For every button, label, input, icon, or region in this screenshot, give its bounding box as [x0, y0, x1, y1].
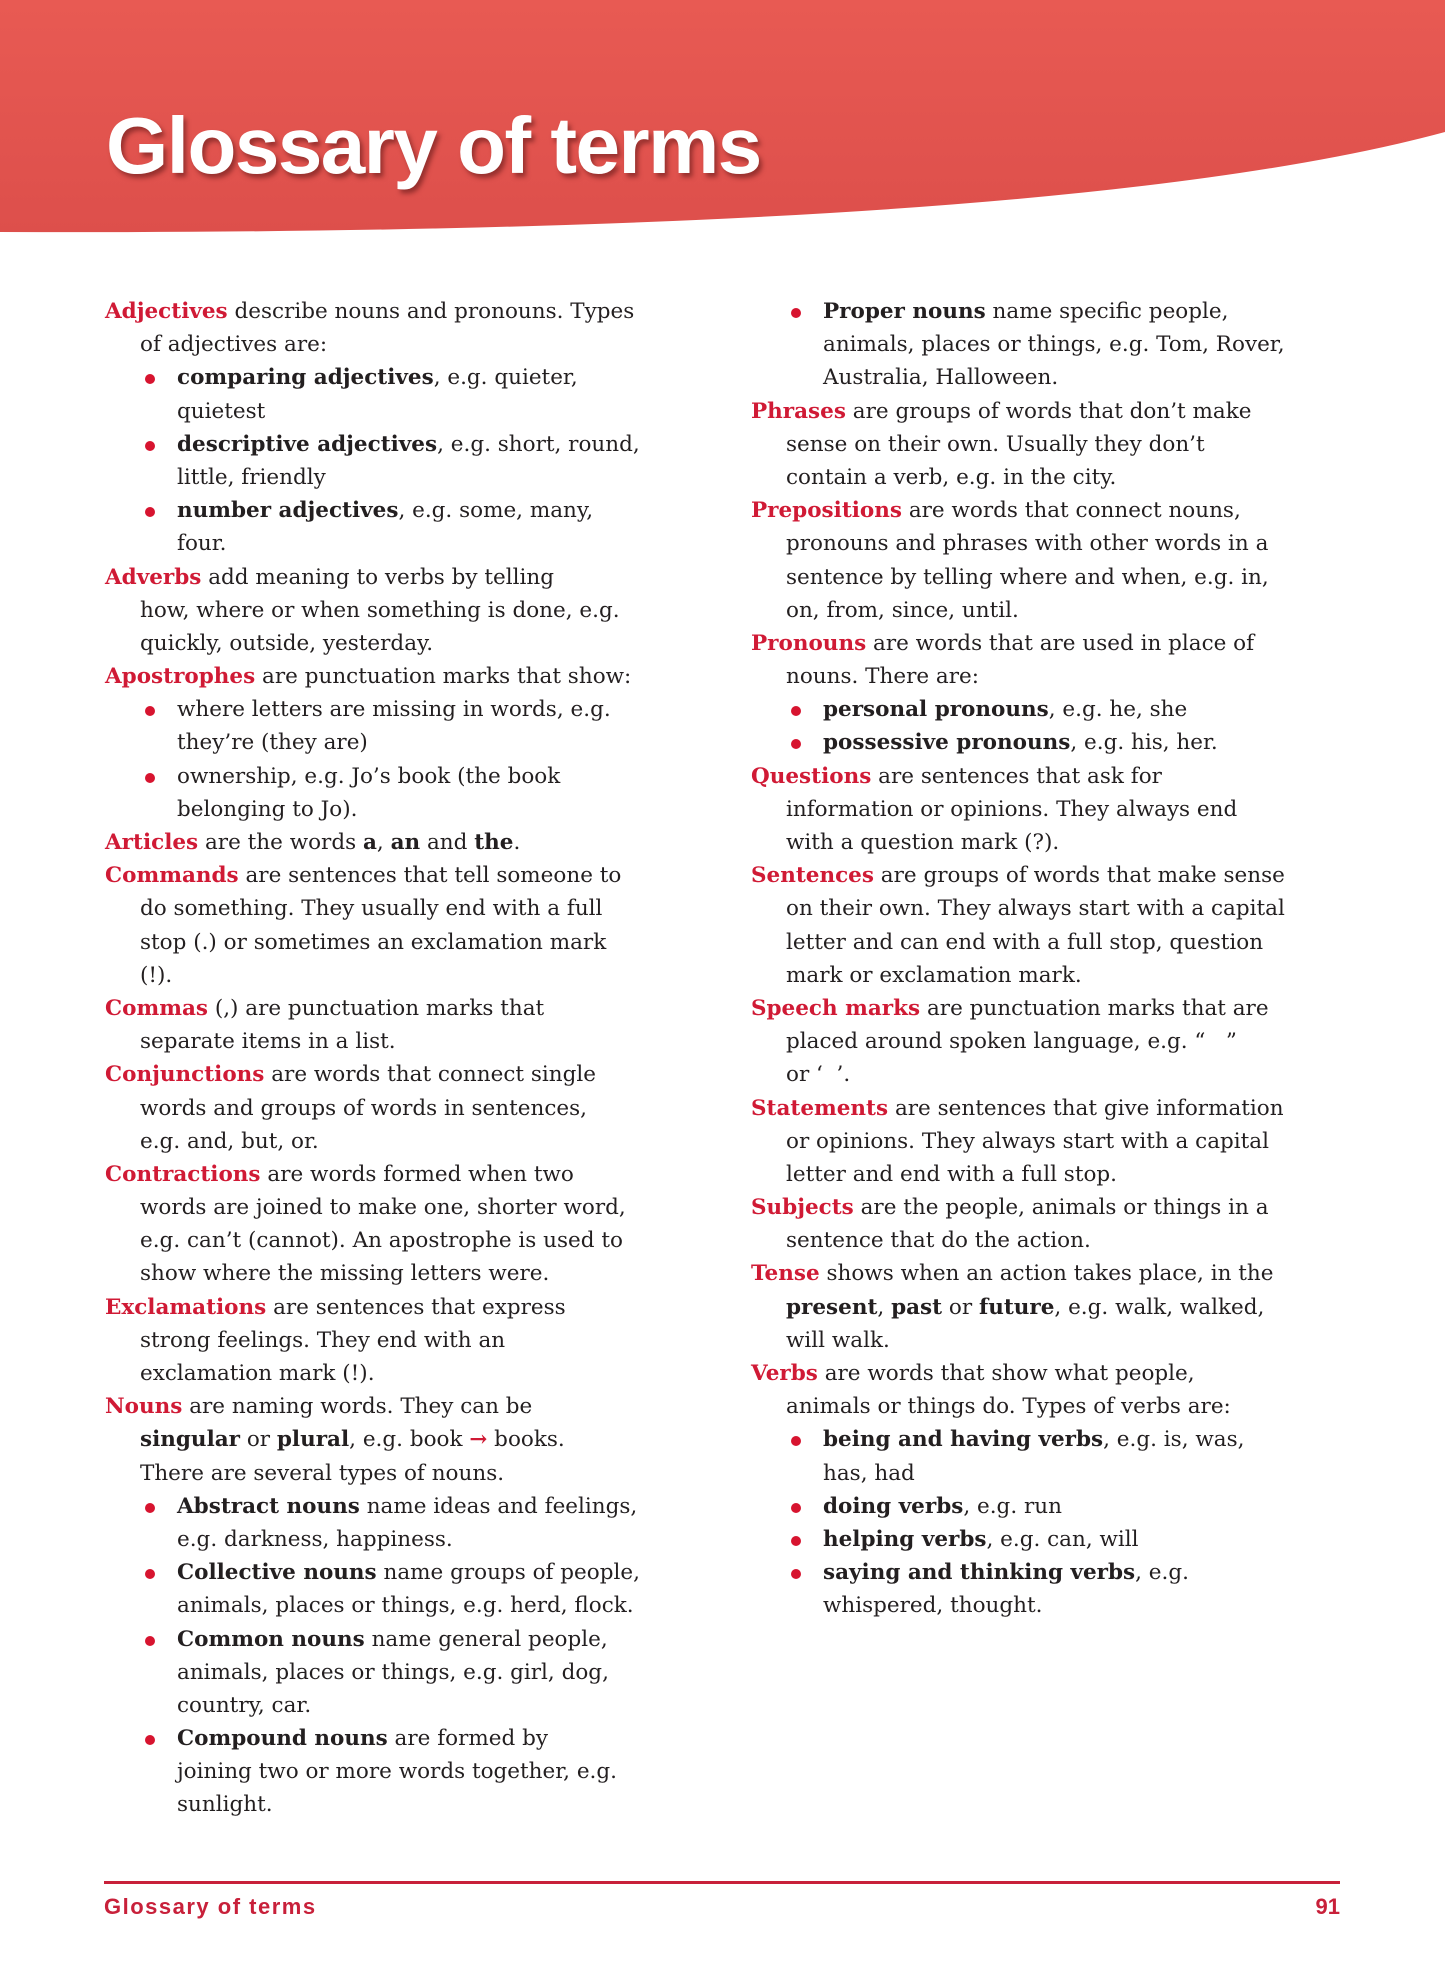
bold-keyword: an [390, 830, 421, 855]
bullet-icon [145, 706, 155, 716]
page-number: 91 [1315, 1894, 1340, 1919]
footer-section-title: Glossary of terms [104, 1894, 317, 1919]
definition-text: and [420, 830, 475, 855]
glossary-continuation-line [105, 328, 725, 361]
definition-text: name specific people, [985, 299, 1229, 324]
glossary-bullet-continuation [751, 328, 1371, 361]
definition-text: , [877, 1294, 892, 1320]
bold-keyword: descriptive adjectives [177, 431, 438, 457]
bold-keyword: the [474, 830, 514, 855]
definition-text: , e.g. [1135, 1560, 1189, 1586]
glossary-continuation-line [751, 1025, 1371, 1058]
glossary-term: Phrases [751, 398, 846, 424]
definition-text: animals, places or things, e.g. herd, flock. [177, 1593, 634, 1619]
glossary-bullet-continuation [105, 461, 725, 494]
glossary-bullet-item [105, 760, 725, 793]
definition-text: placed around spoken language, e.g. “ ” [786, 1029, 1237, 1055]
glossary-continuation-line [751, 826, 1371, 859]
page-header-banner [0, 0, 1445, 240]
glossary-bullet-item [751, 1423, 1371, 1456]
glossary-term-line [751, 1357, 1371, 1390]
glossary-term: Questions [751, 763, 872, 789]
definition-text: Australia, Halloween. [823, 365, 1059, 391]
definition-text: whispered, thought. [823, 1593, 1043, 1619]
bullet-icon [791, 1436, 801, 1446]
definition-text: e.g. can’t (cannot). An apostrophe is used to [140, 1228, 623, 1254]
page-title: Glossary of terms [106, 101, 761, 190]
definition-text: are words formed when two [260, 1161, 574, 1187]
definition-text: are words that show what people, [817, 1361, 1195, 1386]
definition-text: animals, places or things, e.g. girl, dog, [177, 1659, 609, 1685]
glossary-term: Verbs [751, 1361, 818, 1386]
glossary-term: Prepositions [751, 498, 902, 524]
bold-keyword: doing verbs [823, 1493, 964, 1519]
glossary-term-line [751, 1092, 1371, 1125]
definition-text: , e.g. his, her. [1070, 730, 1218, 756]
definition-text: nouns. There are: [786, 664, 979, 690]
glossary-bullet-item [751, 1523, 1371, 1556]
glossary-term: Commas [105, 995, 208, 1021]
glossary-continuation-line [751, 594, 1371, 627]
bullet-icon [145, 1636, 155, 1646]
glossary-bullet-continuation [105, 1788, 725, 1821]
glossary-continuation-line [751, 926, 1371, 959]
footer-divider [104, 1881, 1340, 1884]
glossary-bullet-continuation [105, 1656, 725, 1689]
definition-text: sentence by telling where and when, e.g. in, [786, 564, 1269, 590]
definition-text: four. [177, 531, 227, 557]
definition-text: , e.g. is, was, [1103, 1427, 1245, 1453]
definition-text: has, had [823, 1460, 915, 1486]
glossary-bullet-item [751, 295, 1371, 328]
definition-text: words are joined to make one, shorter word, [140, 1195, 626, 1221]
glossary-term: Adjectives [105, 299, 228, 324]
definition-text: contain a verb, e.g. in the city. [786, 464, 1117, 490]
glossary-bullet-item [105, 494, 725, 527]
bullet-icon [791, 308, 801, 318]
bold-keyword: a [362, 830, 377, 855]
definition-text: , e.g. run [963, 1493, 1062, 1519]
definition-text: shows when an action takes place, in the [819, 1261, 1274, 1287]
glossary-continuation-line [105, 627, 725, 660]
definition-text: with a question mark (?). [786, 830, 1060, 855]
glossary-continuation-line [105, 959, 725, 992]
glossary-continuation-line [751, 892, 1371, 925]
definition-text: are groups of words that make sense [873, 863, 1285, 889]
definition-text: letter and can end with a full stop, question [786, 929, 1264, 955]
definition-text: describe nouns and pronouns. Types [227, 299, 635, 324]
glossary-bullet-item [105, 1490, 725, 1523]
arrow-icon: → [469, 1427, 488, 1453]
glossary-continuation-line [751, 461, 1371, 494]
definition-text: quietest [177, 398, 266, 424]
definition-text: (!). [140, 962, 173, 988]
definition-text: will walk. [786, 1327, 890, 1353]
definition-text: sense on their own. Usually they don’t [786, 431, 1205, 457]
glossary-bullet-continuation [105, 1689, 725, 1722]
bullet-icon [145, 1735, 155, 1745]
glossary-bullet-item [105, 1722, 725, 1755]
definition-text: information or opinions. They always end [786, 796, 1238, 822]
definition-text: how, where or when something is done, e.g. [140, 597, 620, 623]
definition-text: pronouns and phrases with other words in a [786, 531, 1269, 557]
definition-text: animals or things do. Types of verbs are: [786, 1394, 1231, 1420]
glossary-term-line [751, 627, 1371, 660]
glossary-continuation-line [105, 1191, 725, 1224]
glossary-bullet-continuation [105, 1589, 725, 1622]
definition-text: are naming words. They can be [182, 1394, 533, 1420]
glossary-continuation-line [105, 1357, 725, 1390]
definition-text: words and groups of words in sentences, [140, 1095, 587, 1121]
glossary-term-line [105, 826, 725, 859]
glossary-continuation-line [751, 1390, 1371, 1423]
definition-text: or [240, 1427, 277, 1453]
definition-text: ownership, e.g. Jo’s book (the book [177, 763, 561, 789]
glossary-bullet-continuation [105, 793, 725, 826]
definition-text: , e.g. can, will [986, 1526, 1139, 1552]
glossary-term: Contractions [105, 1161, 261, 1187]
glossary-continuation-line [751, 1058, 1371, 1091]
definition-text: books. [487, 1427, 565, 1453]
definition-text: mark or exclamation mark. [786, 962, 1082, 988]
glossary-term-line [105, 1058, 725, 1091]
definition-text: quickly, outside, yesterday. [140, 630, 434, 656]
definition-text: belonging to Jo). [177, 796, 358, 822]
glossary-continuation-line [751, 660, 1371, 693]
definition-text: are punctuation marks that are [920, 995, 1269, 1021]
glossary-term-line [751, 1191, 1371, 1224]
glossary-continuation-line [105, 1025, 725, 1058]
glossary-bullet-item [751, 693, 1371, 726]
glossary-continuation-line [105, 1125, 725, 1158]
glossary-continuation-line [105, 1324, 725, 1357]
definition-text: strong feelings. They end with an [140, 1327, 506, 1353]
glossary-continuation-line [105, 1423, 725, 1456]
glossary-bullet-item [105, 361, 725, 394]
definition-text: are words that connect nouns, [902, 498, 1241, 524]
bold-keyword: personal pronouns [823, 697, 1049, 723]
glossary-bullet-continuation [105, 527, 725, 560]
definition-text: are groups of words that don’t make [845, 398, 1252, 424]
glossary-continuation-line [751, 561, 1371, 594]
glossary-continuation-line [751, 959, 1371, 992]
bold-keyword: Compound nouns [177, 1726, 388, 1752]
glossary-term-line [751, 395, 1371, 428]
bold-keyword: comparing adjectives [177, 365, 434, 391]
glossary-term-line [751, 1257, 1371, 1290]
glossary-term: Subjects [751, 1195, 854, 1221]
definition-text: e.g. darkness, happiness. [177, 1526, 453, 1552]
definition-text: , e.g. walk, walked, [1054, 1294, 1265, 1320]
glossary-continuation-line [105, 1257, 725, 1290]
glossary-bullet-item [105, 1623, 725, 1656]
glossary-term: Exclamations [105, 1294, 267, 1320]
definition-text: show where the missing letters were. [140, 1261, 550, 1287]
glossary-continuation-line [751, 1224, 1371, 1257]
glossary-bullet-continuation [105, 726, 725, 759]
glossary-bullet-item [751, 726, 1371, 759]
definition-text: are formed by [387, 1726, 548, 1752]
glossary-continuation-line [751, 1291, 1371, 1324]
glossary-continuation-line [751, 527, 1371, 560]
definition-text: separate items in a list. [140, 1029, 396, 1055]
definition-text: e.g. and, but, or. [140, 1128, 319, 1154]
glossary-term: Apostrophes [105, 664, 256, 690]
definition-text: . [513, 830, 521, 855]
glossary-term: Speech marks [751, 995, 921, 1021]
glossary-continuation-line [751, 793, 1371, 826]
glossary-column-left [105, 295, 725, 1822]
glossary-term-line [751, 992, 1371, 1025]
glossary-bullet-continuation [105, 1755, 725, 1788]
definition-text: little, friendly [177, 464, 326, 490]
definition-text: letter and end with a full stop. [786, 1161, 1118, 1187]
bold-keyword: Abstract nouns [177, 1493, 360, 1519]
bullet-icon [145, 507, 155, 517]
definition-text: where letters are missing in words, e.g. [177, 697, 611, 723]
glossary-term-line [751, 859, 1371, 892]
glossary-column-right [751, 295, 1371, 1623]
glossary-term: Articles [105, 830, 199, 855]
definition-text: or ‘ ’. [786, 1062, 851, 1088]
definition-text: sentence that do the action. [786, 1228, 1091, 1254]
glossary-continuation-line [105, 926, 725, 959]
definition-text: , e.g. some, many, [398, 498, 594, 524]
glossary-continuation-line [105, 1092, 725, 1125]
bold-keyword: plural [276, 1427, 350, 1453]
definition-text: , e.g. he, she [1048, 697, 1188, 723]
definition-text: are punctuation marks that show: [255, 664, 632, 690]
glossary-term: Commands [105, 863, 239, 889]
definition-text: animals, places or things, e.g. Tom, Rover, [823, 332, 1285, 358]
definition-text: are words that connect single [264, 1062, 596, 1088]
glossary-bullet-item [751, 1556, 1371, 1589]
bold-keyword: helping verbs [823, 1526, 987, 1552]
bold-keyword: Common nouns [177, 1626, 365, 1652]
definition-text: name groups of people, [376, 1560, 640, 1586]
bold-keyword: singular [140, 1427, 240, 1453]
definition-text: joining two or more words together, e.g. [177, 1759, 617, 1785]
definition-text: There are several types of nouns. [140, 1460, 505, 1486]
glossary-term-line [751, 760, 1371, 793]
glossary-bullet-item [105, 1556, 725, 1589]
definition-text: are the words [198, 830, 363, 855]
definition-text: stop (.) or sometimes an exclamation mark [140, 929, 607, 955]
glossary-bullet-item [751, 1490, 1371, 1523]
bullet-icon [145, 441, 155, 451]
glossary-term: Pronouns [751, 630, 867, 656]
bullet-icon [145, 1569, 155, 1579]
bold-keyword: Proper nouns [823, 299, 986, 324]
glossary-continuation-line [105, 594, 725, 627]
definition-text: are sentences that tell someone to [238, 863, 622, 889]
glossary-bullet-continuation [751, 361, 1371, 394]
definition-text: or opinions. They always start with a capital [786, 1128, 1270, 1154]
glossary-term-line [105, 859, 725, 892]
bullet-icon [145, 374, 155, 384]
definition-text: on, from, since, until. [786, 597, 1019, 623]
bold-keyword: being and having verbs [823, 1427, 1104, 1453]
bullet-icon [145, 773, 155, 783]
glossary-continuation-line [751, 1324, 1371, 1357]
definition-text: country, car. [177, 1692, 312, 1718]
definition-text: , [376, 830, 391, 855]
bullet-icon [145, 1503, 155, 1513]
glossary-term-line [105, 1291, 725, 1324]
bold-keyword: number adjectives [177, 498, 399, 524]
glossary-bullet-continuation [751, 1457, 1371, 1490]
glossary-term-line [105, 1158, 725, 1191]
bullet-icon [791, 1536, 801, 1546]
glossary-term: Tense [751, 1261, 820, 1287]
glossary-term-line [105, 660, 725, 693]
glossary-term-line [105, 992, 725, 1025]
definition-text: of adjectives are: [140, 332, 328, 358]
glossary-continuation-line [751, 1158, 1371, 1191]
glossary-continuation-line [751, 1125, 1371, 1158]
glossary-continuation-line [751, 428, 1371, 461]
glossary-bullet-item [105, 428, 725, 461]
glossary-continuation-line [105, 1457, 725, 1490]
glossary-term: Adverbs [105, 564, 202, 590]
glossary-term-line [105, 561, 725, 594]
definition-text: are words that are used in place of [866, 630, 1255, 656]
definition-text: exclamation mark (!). [140, 1361, 375, 1386]
glossary-bullet-continuation [105, 1523, 725, 1556]
definition-text: (,) are punctuation marks that [208, 995, 545, 1021]
bullet-icon [791, 739, 801, 749]
definition-text: name general people, [364, 1626, 608, 1652]
glossary-term-line [751, 494, 1371, 527]
definition-text: are sentences that ask for [871, 763, 1162, 789]
definition-text: , e.g. book [349, 1427, 470, 1453]
definition-text: on their own. They always start with a capital [786, 896, 1285, 922]
bullet-icon [791, 1503, 801, 1513]
glossary-term-line [105, 1390, 725, 1423]
glossary-continuation-line [105, 1224, 725, 1257]
glossary-term: Nouns [105, 1394, 183, 1420]
glossary-continuation-line [105, 892, 725, 925]
definition-text: add meaning to verbs by telling [201, 564, 555, 590]
definition-text: name ideas and feelings, [359, 1493, 638, 1519]
glossary-term: Conjunctions [105, 1062, 265, 1088]
definition-text: are sentences that give information [888, 1095, 1284, 1121]
bold-keyword: possessive pronouns [823, 730, 1071, 756]
glossary-bullet-item [105, 693, 725, 726]
bold-keyword: Collective nouns [177, 1560, 377, 1586]
definition-text: or [942, 1294, 979, 1320]
definition-text: they’re (they are) [177, 730, 368, 756]
bullet-icon [791, 1569, 801, 1579]
definition-text: , e.g. quieter, [433, 365, 578, 391]
bold-keyword: present [786, 1294, 878, 1320]
definition-text: are the people, animals or things in a [853, 1195, 1269, 1221]
glossary-term: Sentences [751, 863, 874, 889]
definition-text: sunlight. [177, 1792, 273, 1818]
glossary-bullet-continuation [751, 1589, 1371, 1622]
bullet-icon [791, 706, 801, 716]
bold-keyword: past [891, 1294, 943, 1320]
definition-text: , e.g. short, round, [437, 431, 640, 457]
definition-text: are sentences that express [266, 1294, 566, 1320]
glossary-term-line [105, 295, 725, 328]
glossary-bullet-continuation [105, 395, 725, 428]
definition-text: do something. They usually end with a full [140, 896, 603, 922]
glossary-term: Statements [751, 1095, 889, 1121]
bold-keyword: future [978, 1294, 1055, 1320]
bold-keyword: saying and thinking verbs [823, 1560, 1136, 1586]
